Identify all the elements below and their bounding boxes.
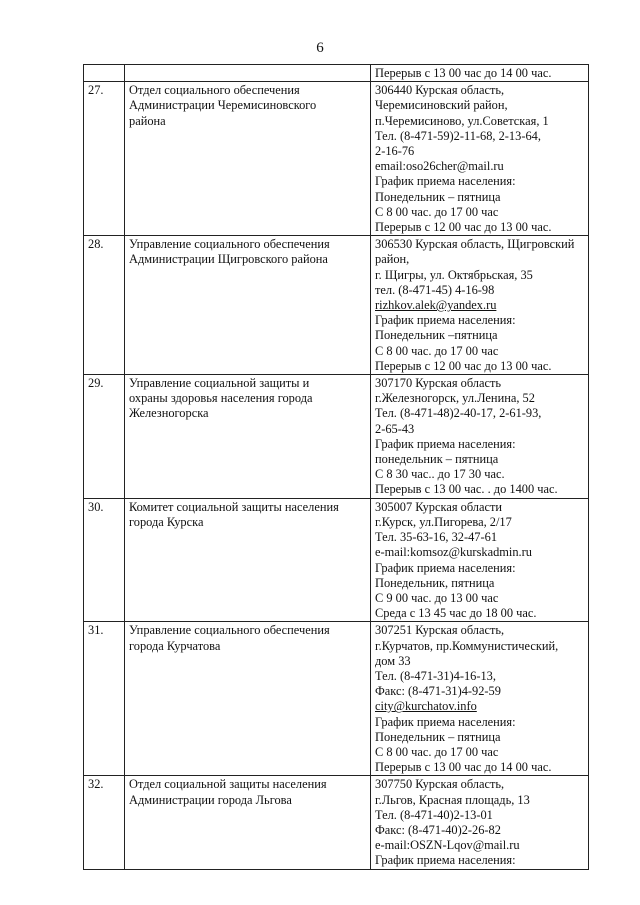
agency-name-line: Железногорска — [129, 406, 209, 421]
contact-line: График приема населения: — [375, 853, 516, 868]
agency-name-cell — [125, 498, 371, 622]
row-number: 32. — [84, 776, 125, 869]
contact-line: г. Щигры, ул. Октябрьская, 35 — [375, 267, 533, 282]
contact-line: тел. (8-471-45) 4-16-98 — [375, 282, 495, 297]
contact-line: e-mail:komsoz@kurskadmin.ru — [375, 545, 532, 560]
contact-line: График приема населения: — [375, 560, 516, 575]
agency-name-cell — [125, 622, 371, 776]
contact-line: 307170 Курская область — [375, 376, 502, 391]
contact-line: Тел. (8-471-59)2-11-68, 2-13-64, — [375, 128, 541, 143]
contact-line: район, — [375, 252, 410, 267]
contact-line: Перерыв с 13 00 час. . до 1400 час. — [375, 482, 558, 497]
table-row-continuation — [84, 65, 589, 82]
contact-cell — [371, 622, 589, 776]
table-row — [84, 236, 589, 375]
row-number-cell — [84, 65, 125, 82]
email-link[interactable]: city@kurchatov.info — [375, 699, 477, 714]
agencies-table — [83, 64, 589, 870]
table-row — [84, 622, 589, 776]
agency-name-line: Администрации Щигровского района — [129, 252, 328, 267]
contact-line: С 8 00 час. до 17 00 час — [375, 343, 499, 358]
contact-line: График приема населения: — [375, 174, 516, 189]
page-number: 6 — [316, 40, 324, 56]
contact-line: График приема населения: — [375, 313, 516, 328]
contact-line: Факс: (8-471-31)4-92-59 — [375, 684, 501, 699]
table-row — [84, 776, 589, 869]
agency-name-line: Отдел социального обеспечения — [129, 83, 300, 98]
contact-line: г.Курск, ул.Пигорева, 2/17 — [375, 514, 512, 529]
contact-line: Черемисиновский район, — [375, 98, 508, 113]
agency-name-cell — [125, 776, 371, 869]
contact-line: 305007 Курская области — [375, 499, 503, 514]
agency-name-line: Управление социальной защиты и — [129, 376, 310, 391]
contact-cell — [371, 776, 589, 869]
contact-line: Перерыв с 13 00 час до 14 00 час. — [375, 760, 552, 775]
contact-line: дом 33 — [375, 653, 411, 668]
contact-line: График приема населения: — [375, 714, 516, 729]
agency-name-line: охраны здоровья населения города — [129, 391, 313, 406]
contact-line: С 8 00 час. до 17 00 час — [375, 204, 499, 219]
contact-line: понедельник – пятница — [375, 452, 499, 467]
contact-cell — [371, 236, 589, 375]
agency-name-line: Управление социального обеспечения — [129, 623, 330, 638]
contact-cell — [371, 375, 589, 499]
row-number: 29. — [84, 375, 125, 499]
contact-line: Перерыв с 12 00 час до 13 00 час. — [375, 220, 552, 235]
contact-line: Понедельник – пятница — [375, 729, 501, 744]
contact-line: График приема населения: — [375, 436, 516, 451]
contact-line: email:oso26cher@mail.ru — [375, 159, 504, 174]
contact-line: 306440 Курская область, — [375, 83, 505, 98]
contact-line: г.Льгов, Красная площадь, 13 — [375, 792, 530, 807]
row-number: 30. — [84, 498, 125, 622]
contact-line: e-mail:OSZN-Lqov@mail.ru — [375, 838, 520, 853]
row-number: 31. — [84, 622, 125, 776]
contact-line: Понедельник – пятница — [375, 189, 501, 204]
agency-name-line: Администрации Черемисиновского — [129, 98, 317, 113]
row-number: 28. — [84, 236, 125, 375]
contact-line: г.Курчатов, пр.Коммунистический, — [375, 638, 559, 653]
contact-line: Перерыв с 13 00 час до 14 00 час. — [375, 66, 552, 80]
contact-line: Перерыв с 12 00 час до 13 00 час. — [375, 358, 552, 373]
contact-line: Среда с 13 45 час до 18 00 час. — [375, 606, 537, 621]
table-row — [84, 82, 589, 236]
contact-line: Тел. (8-471-40)2-13-01 — [375, 807, 493, 822]
agency-name-cell — [125, 65, 371, 82]
agency-name-line: города Курска — [129, 514, 204, 529]
agency-name-cell — [125, 236, 371, 375]
agency-name-line: Комитет социальной защиты населения — [129, 499, 339, 514]
table-row — [84, 375, 589, 499]
contact-line: 2-16-76 — [375, 144, 415, 159]
contact-line: Понедельник, пятница — [375, 575, 495, 590]
contact-line: 306530 Курская область, Щигровский — [375, 237, 575, 252]
table-row — [84, 498, 589, 622]
contact-line: 307750 Курская область, — [375, 777, 505, 792]
email-link[interactable]: rizhkov.alek@yandex.ru — [375, 298, 497, 313]
agency-name-line: района — [129, 113, 166, 128]
contact-line: 2-65-43 — [375, 421, 415, 436]
agency-name-cell — [125, 82, 371, 236]
contact-cell — [371, 82, 589, 236]
contact-line: Тел. 35-63-16, 32-47-61 — [375, 530, 498, 545]
agency-name-cell — [125, 375, 371, 499]
contact-line: г.Железногорск, ул.Ленина, 52 — [375, 391, 535, 406]
contact-cell — [371, 498, 589, 622]
contact-line: С 8 30 час.. до 17 30 час. — [375, 467, 505, 482]
row-number: 27. — [84, 82, 125, 236]
contact-line: п.Черемисиново, ул.Советская, 1 — [375, 113, 549, 128]
agency-name-line: Отдел социальной защиты населения — [129, 777, 327, 792]
agency-name-line: города Курчатова — [129, 638, 221, 653]
contact-line: С 8 00 час. до 17 00 час — [375, 744, 499, 759]
contact-line: 307251 Курская область, — [375, 623, 505, 638]
contact-line: Понедельник –пятница — [375, 328, 498, 343]
agency-name-line: Управление социального обеспечения — [129, 237, 330, 252]
agency-name-line: Администрации города Льгова — [129, 792, 292, 807]
contact-line: Тел. (8-471-31)4-16-13, — [375, 668, 496, 683]
contact-line: Тел. (8-471-48)2-40-17, 2-61-93, — [375, 406, 542, 421]
contact-cell — [371, 65, 589, 82]
contact-line: С 9 00 час. до 13 00 час — [375, 590, 499, 605]
contact-line: Факс: (8-471-40)2-26-82 — [375, 822, 501, 837]
agencies-table-body — [84, 65, 589, 870]
